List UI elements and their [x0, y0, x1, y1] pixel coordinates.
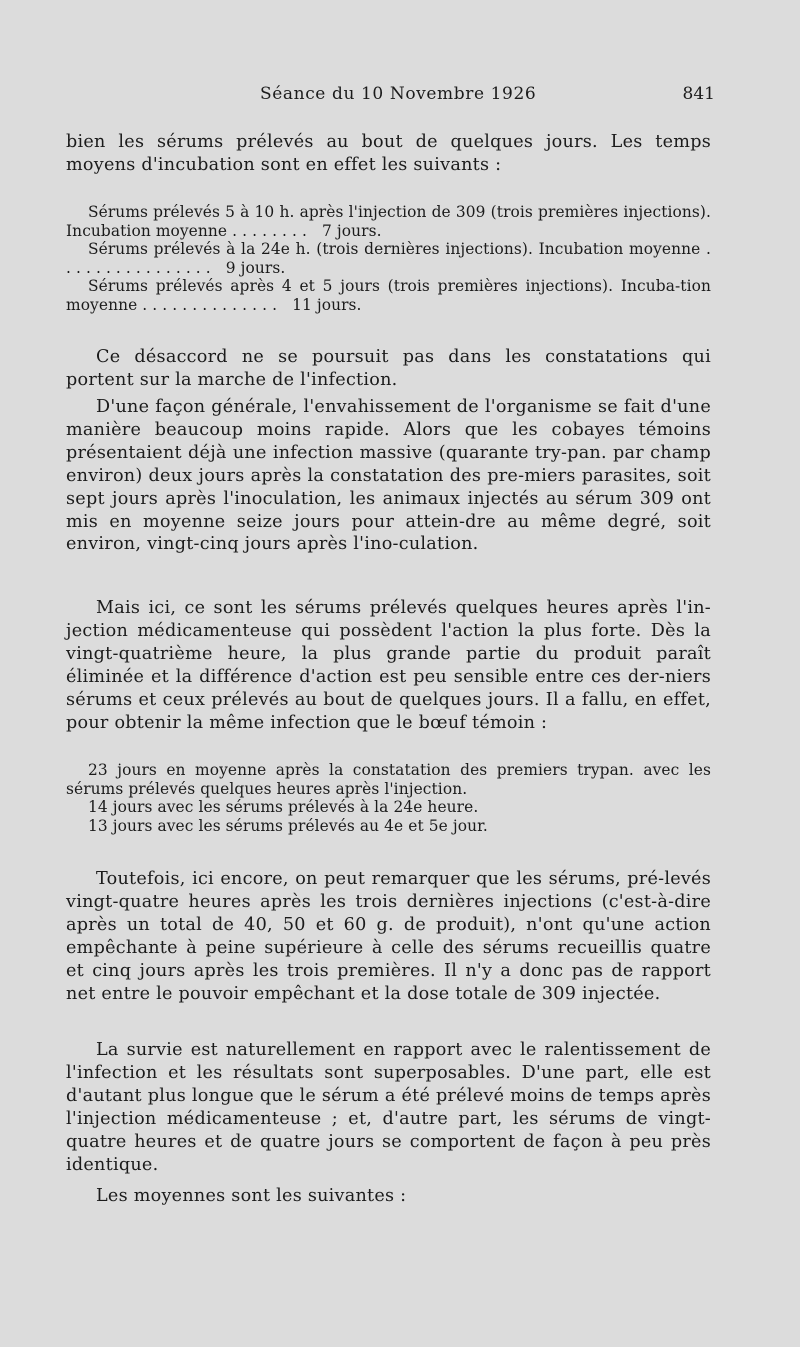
incubation-row-3-value: 11 jours. [292, 295, 362, 314]
incubation-list [66, 203, 711, 315]
incubation-row-3-text: Sérums prélevés après 4 et 5 jours (trois premières injections). Incuba-tion moyenne [66, 277, 711, 314]
paragraph-text: Les moyennes sont les suivantes : [96, 1186, 407, 1206]
infection-row-1: 23 jours en moyenne après la constatation des premiers trypan. avec les sérums prélevés quelques heures après l'injection. [66, 761, 711, 798]
incubation-row-1-text: Sérums prélevés 5 à 10 h. après l'injection de 309 (trois premières injections). Incubation moyenne [66, 203, 711, 240]
incubation-row-2-value: 9 jours. [225, 258, 286, 277]
infection-row-3: 13 jours avec les sérums prélevés au 4e et 5e jour. [88, 816, 488, 835]
paragraph-7 [66, 1185, 711, 1208]
page-header [60, 84, 715, 112]
paragraph-4 [66, 597, 711, 734]
paragraph-3 [66, 396, 711, 556]
paragraph-5 [66, 868, 711, 1005]
incubation-row-2 [66, 240, 711, 277]
incubation-row-1-leader: . . . . . . . . [232, 221, 317, 240]
paragraph-6 [66, 1039, 711, 1176]
paragraph-text: bien les sérums prélevés au bout de quelques jours. Les temps moyens d'incubation sont en effet les suivants : [66, 132, 711, 175]
paragraph-text: D'une façon générale, l'envahissement de l'organisme se fait d'une manière beaucoup moins rapide. Alors que les cobayes témoins présentaient déjà une infection massive (quarante try-pan. par champ environ) deux jours après la constatation des pre-miers parasites, soit sept jours après l'inoculation, les animaux injectés au sérum 309 ont mis en moyenne seize jours pour attein-dre au même degré, soit environ, vingt-cinq jours après l'ino-culation. [66, 397, 711, 555]
incubation-row-3-leader: . . . . . . . . . . . . . . [142, 295, 288, 314]
incubation-row-2-text: Sérums prélevés à la 24e h. (trois dernières injections). Incubation moyenne [88, 240, 701, 259]
paragraph-1 [66, 131, 711, 177]
paragraph-text: La survie est naturellement en rapport avec le ralentissement de l'infection et les résultats sont superposables. D'une part, elle est d'autant plus longue que le sérum a été prélevé moins de temps après l'injection médicamenteuse ; et, d'autre part, les sérums de vingt-quatre heures et de quatre jours se comportent de façon à peu près identique. [66, 1040, 711, 1175]
page-number: 841 [682, 84, 715, 104]
incubation-row-3 [66, 277, 711, 314]
infection-list [66, 761, 711, 835]
incubation-row-1 [66, 203, 711, 240]
infection-row-2: 14 jours avec les sérums prélevés à la 24e heure. [88, 798, 479, 817]
paragraph-2 [66, 346, 711, 392]
paragraph-text: Ce désaccord ne se poursuit pas dans les constatations qui portent sur la marche de l'infection. [66, 347, 711, 390]
paragraph-text: Toutefois, ici encore, on peut remarquer que les sérums, pré-levés vingt-quatre heures après les trois dernières injections (c'est-à-dire après un total de 40, 50 et 60 g. de produit), n'ont qu'une action empêchante à peine supérieure à celle des sérums recueillis quatre et cinq jours après les trois premières. Il n'y a donc pas de rapport net entre le pouvoir empêchant et la dose totale de 309 injectée. [66, 869, 711, 1004]
incubation-row-1-value: 7 jours. [322, 221, 382, 240]
incubation-row-2-leader: . . . . . . . . . . . . . . . . [66, 240, 712, 277]
paragraph-text: Mais ici, ce sont les sérums prélevés quelques heures après l'in-jection médicamenteuse qui possèdent l'action la plus forte. Dès la vingt-quatrième heure, la plus grande partie du produit paraît éliminée et la différence d'action est peu sensible entre ces der-niers sérums et ceux prélevés au bout de quelques jours. Il a fallu, en effet, pour obtenir la même infection que le bœuf témoin : [66, 598, 711, 733]
running-head: Séance du 10 Novembre 1926 [260, 84, 537, 104]
